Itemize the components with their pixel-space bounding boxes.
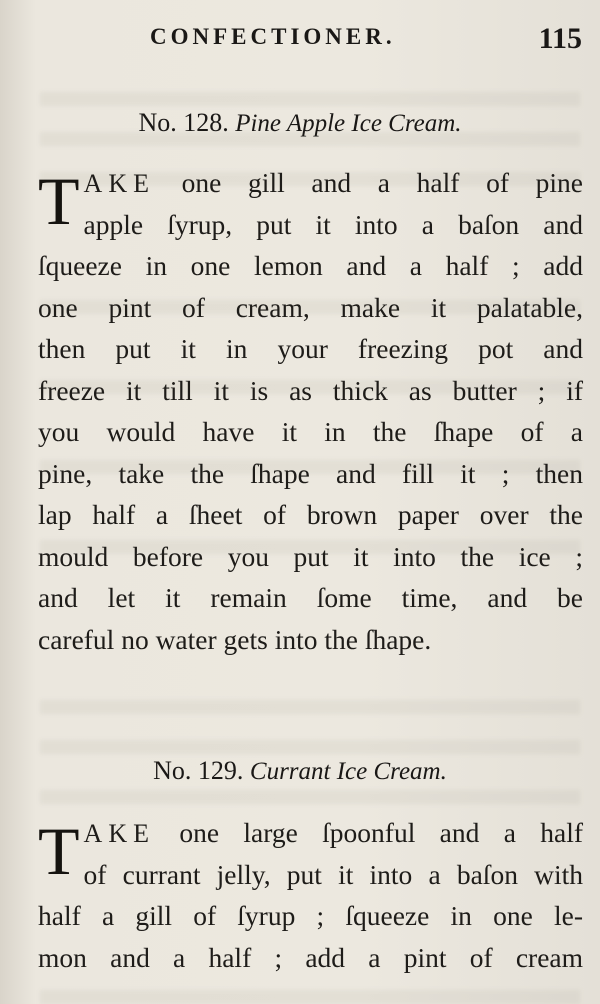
text-line: mon and a half ; add a pint of cream [38, 941, 583, 973]
recipe-title: Pine Apple Ice Cream. [235, 110, 462, 137]
text-line: mould before you put it into the ice ; [38, 540, 583, 572]
recipe-heading [0, 756, 600, 786]
recipe-body [38, 162, 583, 660]
text-line: you would have it in the ſhape of a [38, 416, 583, 447]
text-line: then put it in your freezing pot and [38, 333, 583, 364]
text-line: freeze it till it is as thick as butter ; if [38, 374, 583, 406]
recipe-title: Currant Ice Cream. [249, 758, 447, 785]
drop-cap: T [38, 813, 80, 889]
text-line: and let it remain ſome time, and be [38, 582, 583, 613]
text-line: pine, take the ſhape and fill it ; then [38, 457, 583, 489]
text-line: apple ſyrup, put it into a baſon and [83, 208, 583, 240]
text-line: ſqueeze in one lemon and a half ; add [38, 250, 583, 281]
drop-cap: T [38, 163, 80, 239]
page-number: 115 [538, 22, 582, 55]
running-head [150, 18, 590, 58]
text-line: half a gill of ſyrup ; ſqueeze in one le- [38, 900, 583, 931]
recipe-number: No. 128. [138, 108, 229, 137]
cap-word: AKE [83, 169, 155, 198]
text-line [38, 812, 583, 854]
cap-word: AKE [83, 819, 155, 848]
line-text: one gill and a half of pine [181, 167, 584, 198]
recipe-heading [0, 108, 600, 138]
recipe-body [38, 812, 583, 978]
running-head-title: CONFECTIONER. [150, 24, 396, 49]
text-line: one pint of cream, make it palatable, [38, 291, 583, 323]
text-line: of currant jelly, put it into a baſon with [83, 858, 583, 890]
text-line: careful no water gets into the ſhape. [38, 623, 432, 655]
text-line: lap half a ſheet of brown paper over the [38, 499, 583, 530]
text-line [38, 162, 583, 204]
recipe-number: No. 129. [153, 756, 244, 785]
line-text: one large ſpoonful and a half [179, 817, 584, 848]
